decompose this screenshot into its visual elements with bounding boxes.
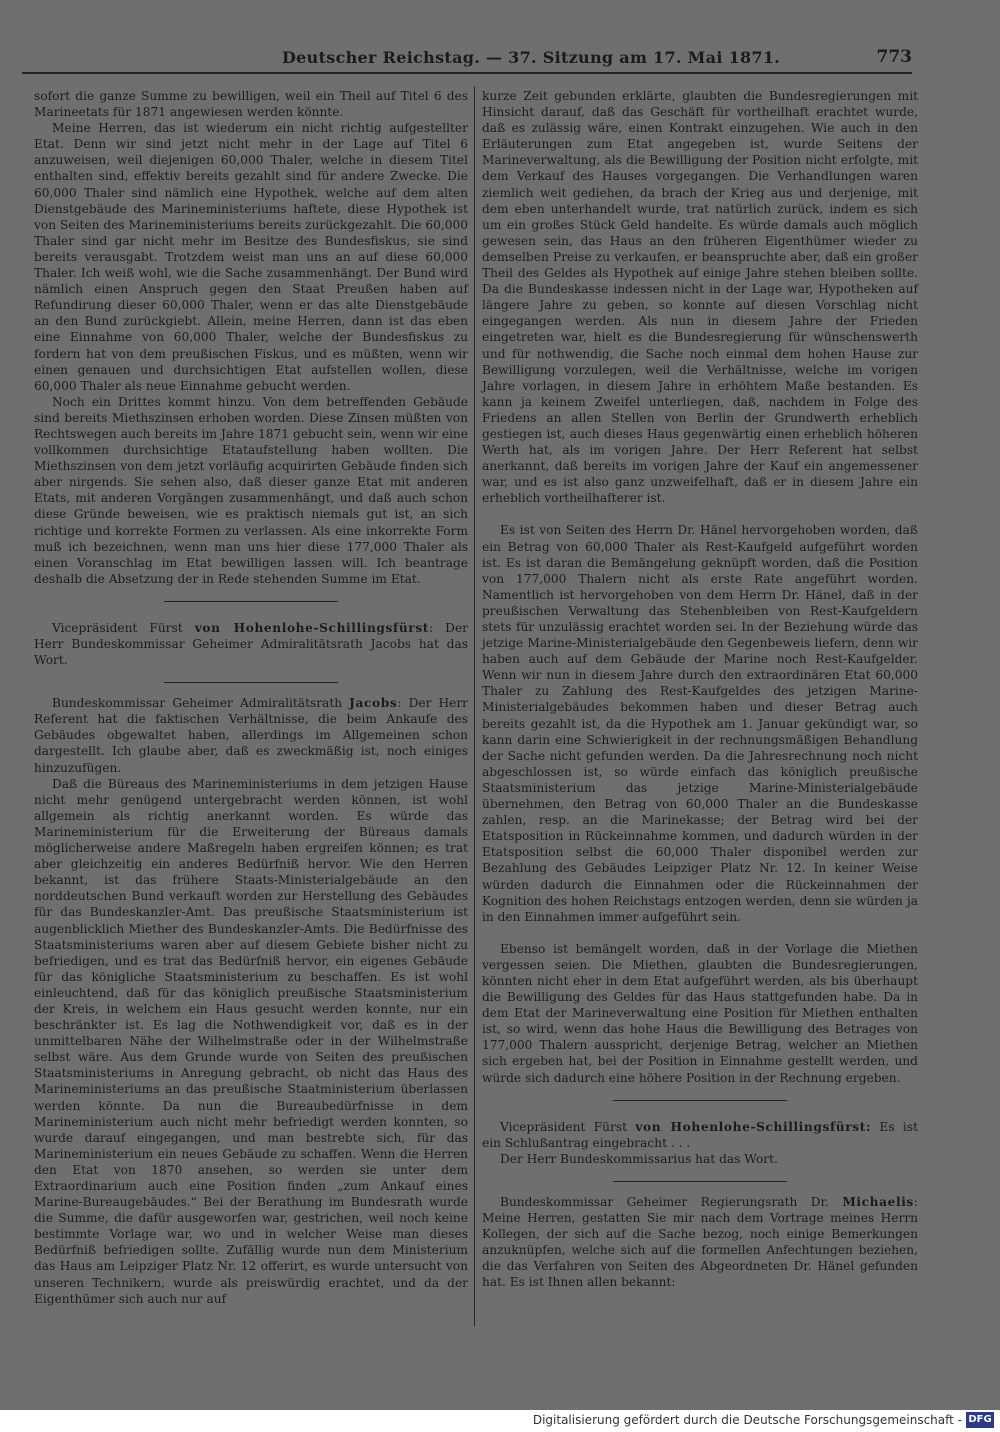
footer-credit: Digitalisierung gefördert durch die Deutsche Forschungsgemeinschaft - bbox=[532, 1413, 962, 1427]
speaker-name: Jacobs bbox=[349, 696, 398, 711]
speaker-name: von Hohenlohe-Schillingsfürst bbox=[194, 620, 430, 635]
speaker-text: : Der Herr Referent hat die faktischen Verhältnisse, die beim Ankaufe des Gebäudes obgewaltet haben, allerdings im Allgemeinen schon dargestellt. Ich glaube aber, daß es zweckmäßig ist, noch einiges hinzuzufügen. bbox=[34, 696, 468, 775]
page-header bbox=[22, 44, 912, 74]
speaker-role: Vicepräsident Fürst bbox=[52, 620, 195, 635]
speaker-text: Es ist ein Schlußantrag eingebracht . . . bbox=[482, 1119, 918, 1150]
speaker-text: : Meine Herren, gestatten Sie mir nach dem Vortrage meines Herrn Kollegen, der sich auf die Sache bezog, noch einige Bemerkungen anzuknüpfen, welche sich auf die formellen Anfechtungen beziehen, die das Verfahren von Seiten des Abgeordneten Dr. Hänel gefunden hat. Es ist Ihnen allen bekannt: bbox=[482, 1194, 918, 1290]
right-column bbox=[482, 88, 918, 1290]
column-rule bbox=[474, 86, 475, 1326]
section-divider bbox=[164, 601, 338, 602]
speaker-paragraph bbox=[482, 1194, 918, 1291]
speaker-paragraph bbox=[482, 1119, 918, 1151]
speaker-name: von Hohenlohe-Schillingsfürst: bbox=[635, 1119, 872, 1134]
paragraph: sofort die ganze Summe zu bewilligen, weil ein Theil auf Titel 6 des Marineetats für 1871 angewiesen werden könnte. bbox=[34, 89, 468, 120]
section-divider bbox=[613, 1100, 787, 1101]
paragraph: kurze Zeit gebunden erklärte, glaubten die Bundesregierungen mit Hinsicht darauf, daß das Geschäft für vortheilhaft erachtet wurde, daß es zulässig wäre, einen Kontrakt einzugehen. Wie auch in den Erläuterungen zum Etat angegeben ist, wurde Seitens der Marineverwaltung, als die Bewilligung der Position nicht erfolgte, mit dem Verkauf des Hauses vorgegangen. Die Verhandlungen waren ziemlich weit gediehen, da brach der Krieg aus und derjenige, mit dem eben unterhandelt wurde, trat natürlich zurück, indem es sich um ein großes Stück Geld handelte. Es würde damals auch möglich gewesen sein, das Haus an den früheren Eigenthümer wieder zu demselben Preise zu verkaufen, er beanspruchte aber, daß ein großer Theil des Geldes als Hypothek auf einige Jahre stehen bleiben sollte. Da die Bundeskasse indessen nicht in der Lage war, Hypotheken auf längere Jahre zu geben, so konnte auf diesen Vorschlag nicht eingegangen werden. Als nun in diesem Jahre der Frieden eingetreten war, hielt es die Bundesregierung für wünschenswerth und für nothwendig, die Sache noch einmal dem hohen Hause zur Bewilligung vorzulegen, weil die Verhältnisse, welche im vorigen Jahre vorlagen, in diesem Jahre in erhöhtem Maße bestanden. Es kann ja keinem Zweifel unterliegen, daß, nachdem in Folge des Friedens an allen Stellen von Berlin der Grundwerth erheblich gestiegen ist, auch dieses Haus gegenwärtig einen erheblich höheren Werth hat, als im vorigen Jahre. Der Herr Referent hat selbst anerkannt, daß bereits im vorigen Jahre der Kauf ein angemessener war, und es ist also ganz unzweifelhaft, daß er in diesem Jahre ein erheblich vortheilhafterer ist. bbox=[482, 89, 918, 506]
section-divider bbox=[164, 682, 338, 683]
paragraph: Ebenso ist bemängelt worden, daß in der Vorlage die Miethen vergessen seien. Die Miethen, glaubten die Bundesregierungen, könnten nicht eher in dem Etat aufgeführt werden, als bis überhaupt die Bewilligung des Geldes für das Haus stattgefunden habe. Da in dem Etat der Marineverwaltung eine Position für Miethen enthalten ist, so wird, wenn das hohe Haus die Bewilligung des Betrages von 177,000 Thalern ausspricht, derjenige Betrag, welcher an Miethen sich ergeben hat, bei der Position in Einnahme gestellt werden, und würde sich dadurch eine höhere Position in der Rechnung ergeben. bbox=[482, 941, 918, 1085]
speaker-role: Bundeskommissar Geheimer Admiralitätsrath bbox=[52, 696, 350, 711]
header-title: Deutscher Reichstag. — 37. Sitzung am 17. Mai 1871. bbox=[282, 48, 781, 67]
section-divider bbox=[613, 1181, 787, 1182]
paragraph: Meine Herren, das ist wiederum ein nicht richtig aufgestellter Etat. Denn wir sind jetzt nicht mehr in der Lage auf Titel 6 anzuweisen, weil diejenigen 60,000 Thaler, welche in diesem Titel enthalten sind, effektiv bereits gezahlt sind für andere Zwecke. Die 60,000 Thaler sind nämlich eine Hypothek, welche auf dem alten Dienstgebäude des Marineministeriums haftete, diese Hypothek ist von Seiten des Marineministeriums bereits zurückgezahlt. Die 60,000 Thaler sind gar nicht mehr im Besitze des Bundesfiskus, sie sind bereits verausgabt. Trotzdem weist man uns an auf diese 60,000 Thaler. Ich weiß wohl, wie die Sache zusammenhängt. Der Bund wird nämlich einen Anspruch gegen den Staat Preußen haben auf Refundirung dieser 60,000 Thaler, wenn er das alte Dienstgebäude an den Bund zurückgiebt. Allein, meine Herren, dann ist das eben eine Einnahme von 60,000 Thaler, welche der Bundesfiskus zu fordern hat von dem preußischen Fiskus, und es müßten, wenn wir einen genauen und durchsichtigen Etat aufstellen wollen, diese 60,000 Thaler als neue Einnahme gebucht werden. bbox=[34, 121, 468, 393]
left-column bbox=[34, 88, 468, 1307]
paragraph: Es ist von Seiten des Herrn Dr. Hänel hervorgehoben worden, daß ein Betrag von 60,000 Thaler als Rest-Kaufgeld aufgeführt worden ist. Es ist daran die Bemängelung geknüpft worden, daß die Position von 177,000 Thalern nicht als erste Rate angeführt worden. Namentlich ist hervorgehoben von dem Herrn Dr. Hänel, daß in der preußischen Verwaltung das Stehenbleiben von Rest-Kaufgeldern stets für unzulässig erachtet worden sei. In der Beziehung würde das jetzige Marine-Ministerialgebäude den Gegenbeweis liefern, denn wir haben auch auf dem Gebäude der Marine noch Rest-Kaufgelder. Wenn wir nun in diesem Jahre durch den extraordinären Etat 60,000 Thaler zu Zahlung des Rest-Kaufgeldes des jetzigen Marine-Ministerialgebäudes bekommen haben und dieser Betrag auch bereits gezahlt ist, da die Hypothek am 1. Januar gekündigt war, so kann darin eine Schwierigkeit in der rechnungsmäßigen Behandlung der Sache nicht gefunden werden. Da die Jahresrechnung noch nicht abgeschlossen ist, so würde einfach das königlich preußische Staatsministerium das jetzige Marine-Ministerialgebäude übernehmen, den Betrag von 60,000 Thaler an die Bundeskasse zahlen, resp. an die Marinekasse; der Betrag wird bei der Etatsposition in Rückeinnahme kommen, und dadurch würden in der Etatsposition selbst die 60,000 Thaler disponibel werden zur Bezahlung des Gebäudes Leipziger Platz Nr. 12. In keiner Weise würden dadurch die Einnahmen oder die Rückeinnahmen der Kognition des hohen Reichstags entzogen werden, denn sie würden ja in den Einnahmen immer aufgeführt sein. bbox=[482, 523, 918, 924]
dfg-logo-icon[interactable]: DFG bbox=[966, 1412, 994, 1428]
speaker-role: Bundeskommissar Geheimer Regierungsrath Dr. bbox=[500, 1194, 843, 1209]
speaker-text: : Der Herr Bundeskommissar Geheimer Admiralitätsrath Jacobs hat das Wort. bbox=[34, 620, 468, 668]
paragraph: Noch ein Drittes kommt hinzu. Von dem betreffenden Gebäude sind bereits Miethszinsen erhoben worden. Diese Zinsen müßten von Rechtswegen auch bereits im Jahre 1871 gebucht sein, wenn wir eine vollkommen durchsichtige Etataufstellung haben wollten. Die Miethszinsen von dem jetzt vorläufig acquirirten Gebäude finden sich aber nirgends. Sie sehen also, daß dieser ganze Etat mit anderen Etats, mit anderen Vorgängen zusammenhängt, und daß auch schon diese Gründe beweisen, wie es praktisch niemals gut ist, an sich richtige und korrekte Formen zu verlassen. Als eine inkorrekte Form muß ich bezeichnen, wenn man uns hier diese 177,000 Thaler als einen Voranschlag im Etat bewilligen lassen will. Ich beantrage deshalb die Absetzung der in Rede stehenden Summe im Etat. bbox=[34, 394, 468, 586]
page-number: 773 bbox=[876, 47, 912, 67]
speaker-name: Michaelis bbox=[842, 1194, 914, 1209]
paragraph: Der Herr Bundeskommissarius hat das Wort. bbox=[500, 1151, 778, 1166]
paragraph: Daß die Büreaus des Marineministeriums in dem jetzigen Hause nicht mehr genügend untergebracht werden können, ist wohl allgemein als richtig anerkannt worden. Es würde das Marineministerium für die Erweiterung der Büreaus damals möglicherweise andere Maßregeln haben ergreifen können; es trat aber gleichzeitig ein anderes Bedürfniß hervor. Wie den Herren bekannt, ist das frühere Staats-Ministerialgebäude an den norddeutschen Bund verkauft worden zur Herstellung des Gebäudes für das Bundeskanzler-Amt. Das preußische Staatsministerium ist augenblicklich Miether des Bundeskanzler-Amts. Die Bedürfnisse des Staatsministeriums waren aber auf diesem Gebiete bisher nicht zu befriedigen, und es trat das Bedürfniß hervor, ein eigenes Gebäude für das königliche Staatsministerium zu beschaffen. Es ist wohl einleuchtend, daß für das königlich preußische Staatsministerium der Kreis, in welchem ein Haus gesucht werden konnte, nur ein beschränkter ist. Es lag die Nothwendigkeit vor, daß es in der unmittelbaren Nähe der Wilhelmstraße oder in der Wilhelmstraße selbst wäre. Aus dem Grunde wurde von Seiten des preußischen Staatsministeriums in Anregung gebracht, ob nicht das Haus des Marineministeriums an das preußische Staatministerium überlassen werden könnte. Da nun die Bureaubedürfnisse in dem Marineministerium auch nicht mehr befriedigt werden konnten, so wurde darauf eingegangen, und man bestrebte sich, für das Marineministerium ein neues Gebäude zu schaffen. Wenn die Herren den Etat von 1870 ansehen, so werden sie unter dem Extraordinarium auch eine Position finden „zum Ankauf eines Marine-Bureaugebäudes.“ Bei der Berathung im Bundesrath wurde die Summe, die dafür ausgeworfen war, gestrichen, weil noch keine bestimmte Vorlage war, wo und in welcher Weise man dieses Bedürfniß befriedigen sollte. Zufällig wurde nun dem Ministerium das Haus am Leipziger Platz Nr. 12 offerirt, es wurde untersucht von unseren Technikern, wurde als preiswürdig erachtet, und da der Eigenthümer sich auch nur auf bbox=[34, 776, 468, 1306]
speaker-paragraph bbox=[34, 620, 468, 668]
speaker-paragraph bbox=[34, 695, 468, 775]
speaker-role: Vicepräsident Fürst bbox=[500, 1119, 636, 1134]
footer bbox=[0, 1410, 1000, 1432]
